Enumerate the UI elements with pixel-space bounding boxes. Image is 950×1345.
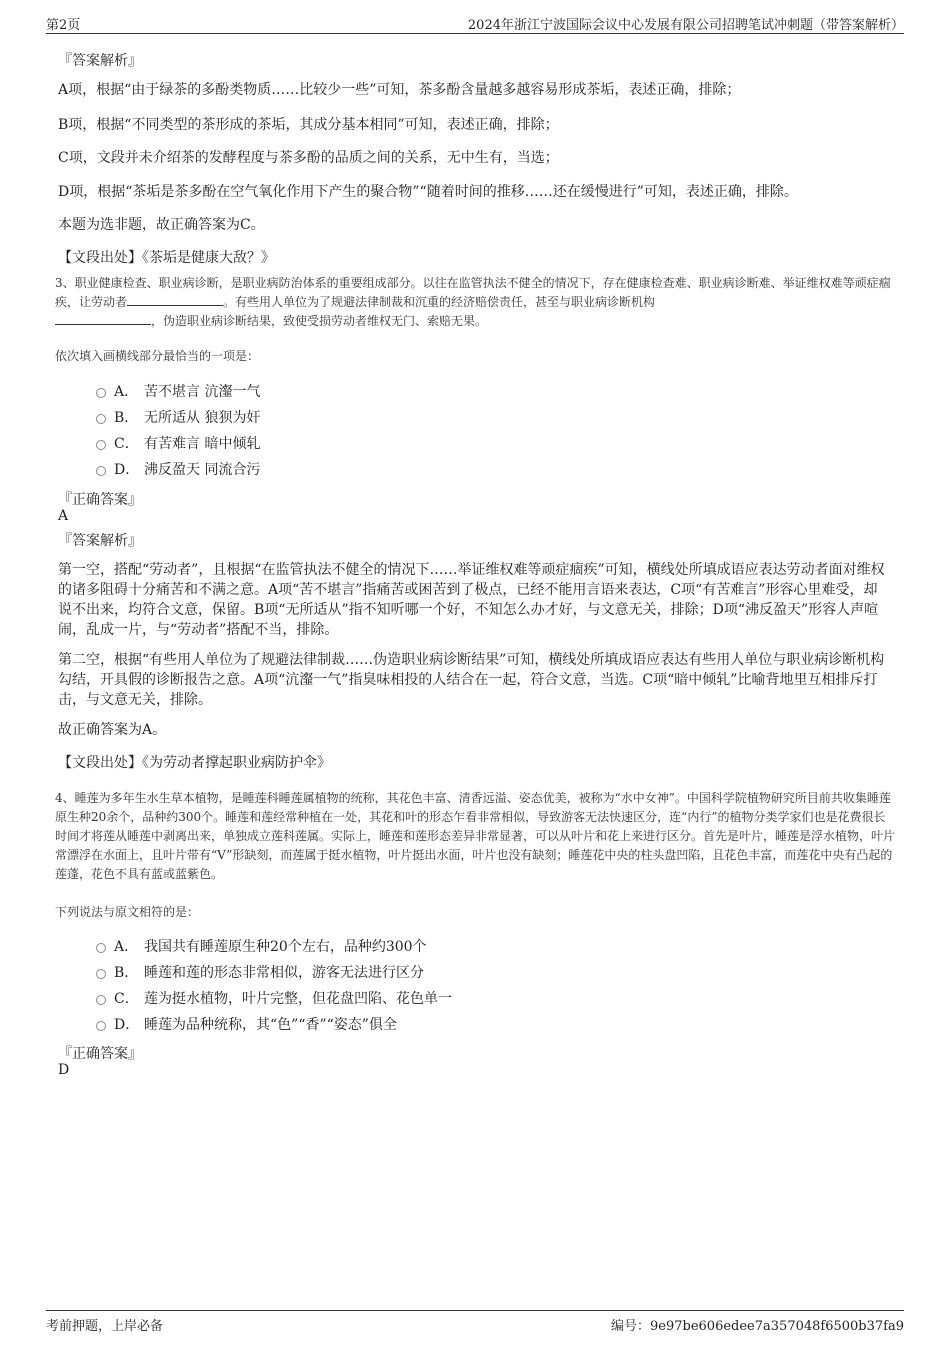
radio-icon[interactable] xyxy=(96,414,106,424)
document-code: 编号：9e97be606edee7a357048f6500b37fa9 xyxy=(611,1319,904,1334)
page-footer xyxy=(46,1310,904,1334)
footer-slogan: 考前押题，上岸必备 xyxy=(46,1319,164,1334)
source-citation: 【文段出处】《为劳动者撑起职业病防护伞》 xyxy=(58,755,331,771)
correct-answer: D xyxy=(58,1062,70,1078)
analysis-heading: 『答案解析』 xyxy=(58,533,142,549)
analysis-paragraph-2: 第二空，根据“有些用人单位为了规避法律制裁……伪造职业病诊断结果”可知，横线处所填成语应表达有些用人单位与职业病诊断机构勾结，开具假的诊断报告之意。A项“沆瀣一气”指臭味相投的人结合在一起，符合文意，当选。C项“暗中倾轧”比喻背地里互相排斥打击，与文意无关，排除。 xyxy=(58,652,885,708)
correct-answer: A xyxy=(58,508,69,524)
question-stem: 3、职业健康检查、职业病诊断，是职业病防治体系的重要组成部分。以往在监管执法不健全的情况下，存在健康检查难、职业病诊断难、举证维权难等顽症痼疾，让劳动者 。有些用人单位为了规避法律制裁和沉重的经济赔偿责任，甚至与职业病诊断机构 ，伪造职业病诊断结果，致使受损劳动者维权无门、索赔无果。 xyxy=(55,276,891,328)
analysis-line-b: B项，根据“不同类型的茶形成的茶垢，其成分基本相同”可知，表述正确，排除； xyxy=(58,117,559,133)
option-c[interactable]: C． 有苦难言 暗中倾轧 xyxy=(96,434,260,454)
page-header xyxy=(46,14,904,34)
page-number: 第2页 xyxy=(46,18,81,33)
source-citation: 【文段出处】《茶垢是健康大敌？》 xyxy=(58,250,275,266)
answer-heading: 『正确答案』 xyxy=(58,1046,142,1062)
analysis-paragraph-1: 第一空，搭配“劳动者”，且根据“在监管执法不健全的情况下……举证维权难等顽症痼疾”可知，横线处所填成语应表达劳动者面对维权的诸多阻碍十分痛苦和不满之意。A项“苦不堪言”指痛苦或困苦到了极点，已经不能用言语来表达，C项“有苦难言”形容心里难受，却说不出来，均符合文意，保留。B项“无所适从”指不知听哪一个好，不知怎么办才好，与文意无关，排除；D项“沸反盈天”形容人声喧闹，乱成一片，与“劳动者”搭配不当，排除。 xyxy=(58,562,885,638)
analysis-line-a: A项，根据“由于绿茶的多酚类物质……比较少一些”可知，茶多酚含量越多越容易形成茶垢，表述正确，排除； xyxy=(58,82,741,98)
option-d[interactable]: D． 沸反盈天 同流合污 xyxy=(96,460,260,480)
radio-icon[interactable] xyxy=(96,466,106,476)
analysis-conclusion: 本题为选非题，故正确答案为C。 xyxy=(58,217,265,233)
analysis-heading: 『答案解析』 xyxy=(58,53,142,69)
radio-icon[interactable] xyxy=(96,388,106,398)
question-stem: 4、睡莲为多年生水生草本植物，是睡莲科睡莲属植物的统称，其花色丰富、清香远溢、姿态优美，被称为“水中女神”。中国科学院植物研究所目前共收集睡莲原生种20余个，品种约300个。睡莲和莲经常种植在一处，其花和叶的形态乍看非常相似，导致游客无法快速区分，连“内行”的植物分类学家们也是花费很长时间才将莲从睡莲中剥离出来，单独成立莲科莲属。实际上，睡莲和莲形态差异非常显著，可以从叶片和花上来进行区分。首先是叶片，睡莲是浮水植物，叶片常漂浮在水面上，且叶片带有“V”形缺刻，而莲属于挺水植物，叶片挺出水面，叶片也没有缺刻；睡莲花中央的柱头盘凹陷，且花色丰富，而莲花中央有凸起的莲蓬，花色不具有蓝或蓝紫色。 xyxy=(55,791,896,881)
question-prompt: 依次填入画横线部分最恰当的一项是： xyxy=(55,349,260,363)
question-prompt: 下列说法与原文相符的是： xyxy=(55,905,200,919)
answer-heading: 『正确答案』 xyxy=(58,492,142,508)
radio-icon[interactable] xyxy=(96,1021,106,1031)
analysis-line-c: C项，文段并未介绍茶的发酵程度与茶多酚的品质之间的关系，无中生有，当选； xyxy=(58,150,559,166)
analysis-conclusion: 故正确答案为A。 xyxy=(58,722,167,738)
option-b[interactable]: B． 无所适从 狼狈为奸 xyxy=(96,408,260,428)
radio-icon[interactable] xyxy=(96,440,106,450)
fill-blank xyxy=(127,294,223,306)
radio-icon[interactable] xyxy=(96,995,106,1005)
option-a[interactable]: A． 我国共有睡莲原生种20个左右，品种约300个 xyxy=(96,937,427,957)
option-a[interactable]: A． 苦不堪言 沆瀣一气 xyxy=(96,382,260,402)
radio-icon[interactable] xyxy=(96,969,106,979)
option-d[interactable]: D． 睡莲为品种统称，其“色”“香”“姿态”俱全 xyxy=(96,1015,397,1035)
option-b[interactable]: B． 睡莲和莲的形态非常相似，游客无法进行区分 xyxy=(96,963,424,983)
document-title: 2024年浙江宁波国际会议中心发展有限公司招聘笔试冲刺题（带答案解析） xyxy=(467,18,904,33)
fill-blank xyxy=(55,313,151,325)
option-c[interactable]: C． 莲为挺水植物，叶片完整，但花盘凹陷、花色单一 xyxy=(96,989,452,1009)
analysis-line-d: D项，根据“茶垢是茶多酚在空气氧化作用下产生的聚合物”“随着时间的推移……还在缓慢进行”可知，表述正确，排除。 xyxy=(58,184,798,200)
radio-icon[interactable] xyxy=(96,943,106,953)
